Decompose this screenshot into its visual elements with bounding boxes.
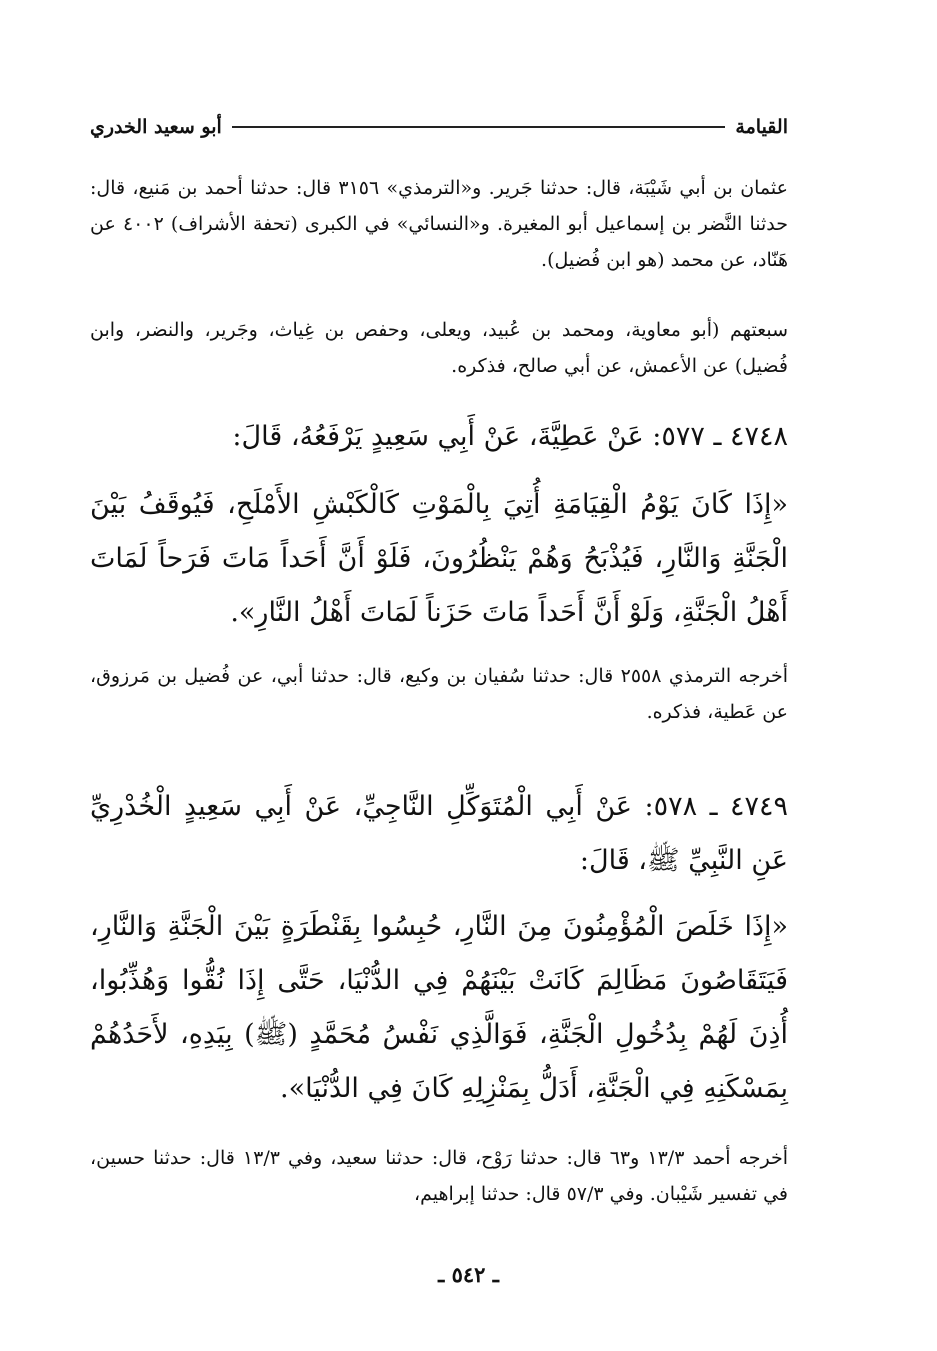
hadith-4748-takhrij: أخرجه الترمذي ٢٥٥٨ قال: حدثنا سُفيان بن وكيع، قال: حدثنا أبي، عن فُضيل بن مَرزوق، عن عَطية، فذكره. — [90, 665, 788, 723]
running-header — [90, 112, 788, 142]
header-section-title: أبو سعيد الخدري — [90, 116, 222, 138]
hadith-4748-heading: ٤٧٤٨ ـ ٥٧٧: عَنْ عَطِيَّةَ، عَنْ أَبِي سَعِيدٍ يَرْفَعُهُ، قَالَ: — [232, 421, 788, 452]
header-chapter-title: القيامة — [735, 116, 788, 138]
page-number: ـ ٥٤٢ ـ — [438, 1262, 499, 1287]
header-rule — [232, 126, 726, 128]
hadith-4749-takhrij: أخرجه أحمد ١٣/٣ و٦٣ قال: حدثنا رَوْح، قال: حدثنا سعيد، وفي ١٣/٣ قال: حدثنا حسين، في تفسير شَيْبان. وفي ٥٧/٣ قال: حدثنا إبراهيم، — [90, 1147, 789, 1205]
hadith-4749-heading: ٤٧٤٩ ـ ٥٧٨: عَنْ أَبِي الْمُتَوَكِّلِ النَّاجِيِّ، عَنْ أَبِي سَعِيدٍ الْخُدْرِيِّ عَنِ النَّبِيِّ ﷺ، قَالَ: — [90, 791, 788, 876]
paragraph-narrators-summary: سبعتهم (أبو معاوية، ومحمد بن عُبيد، ويعلى، وحفص بن غِياث، وجَرير، والنضر، وابن فُضيل) عن الأعمش، عن أبي صالح، فذكره. — [90, 319, 788, 377]
paragraph-source-continuation: عثمان بن أبي شَيْبَة، قال: حدثنا جَرير. و«الترمذي» ٣١٥٦ قال: حدثنا أحمد بن مَنيع، قال: حدثنا النَّضر بن إسماعيل أبو المغيرة. و«النسائي» في الكبرى (تحفة الأشراف) ٤٠٠٢ عن هَنّاد، عن محمد (هو ابن فُضيل). — [90, 177, 789, 271]
hadith-4748-text: «إِذَا كَانَ يَوْمُ الْقِيَامَةِ أُتِيَ بِالْمَوْتِ كَالْكَبْشِ الأَمْلَحِ، فَيُوقَفُ بَيْنَ الْجَنَّةِ وَالنَّارِ، فَيُذْبَحُ وَهُمْ يَنْظُرُونَ، فَلَوْ أَنَّ أَحَداً مَاتَ فَرَحاً لَمَاتَ أَهْلُ الْجَنَّةِ، وَلَوْ أَنَّ أَحَداً مَاتَ حَزَناً لَمَاتَ أَهْلُ النَّارِ». — [90, 489, 788, 628]
hadith-4749-text: «إِذَا خَلَصَ الْمُؤْمِنُونَ مِنَ النَّارِ، حُبِسُوا بِقَنْطَرَةٍ بَيْنَ الْجَنَّةِ وَالنَّارِ، فَيَتَقَاصُونَ مَظَالِمَ كَانَتْ بَيْنَهُمْ فِي الدُّنْيَا، حَتَّى إِذَا نُقُّوا وَهُذِّبُوا، أُذِنَ لَهُمْ بِدُخُولِ الْجَنَّةِ، فَوَالَّذِي نَفْسُ مُحَمَّدٍ (ﷺ) بِيَدِهِ، لأَحَدُهُمْ بِمَسْكَنِهِ فِي الْجَنَّةِ، أَدَلُّ بِمَنْزِلِهِ كَانَ فِي الدُّنْيَا». — [90, 911, 788, 1104]
